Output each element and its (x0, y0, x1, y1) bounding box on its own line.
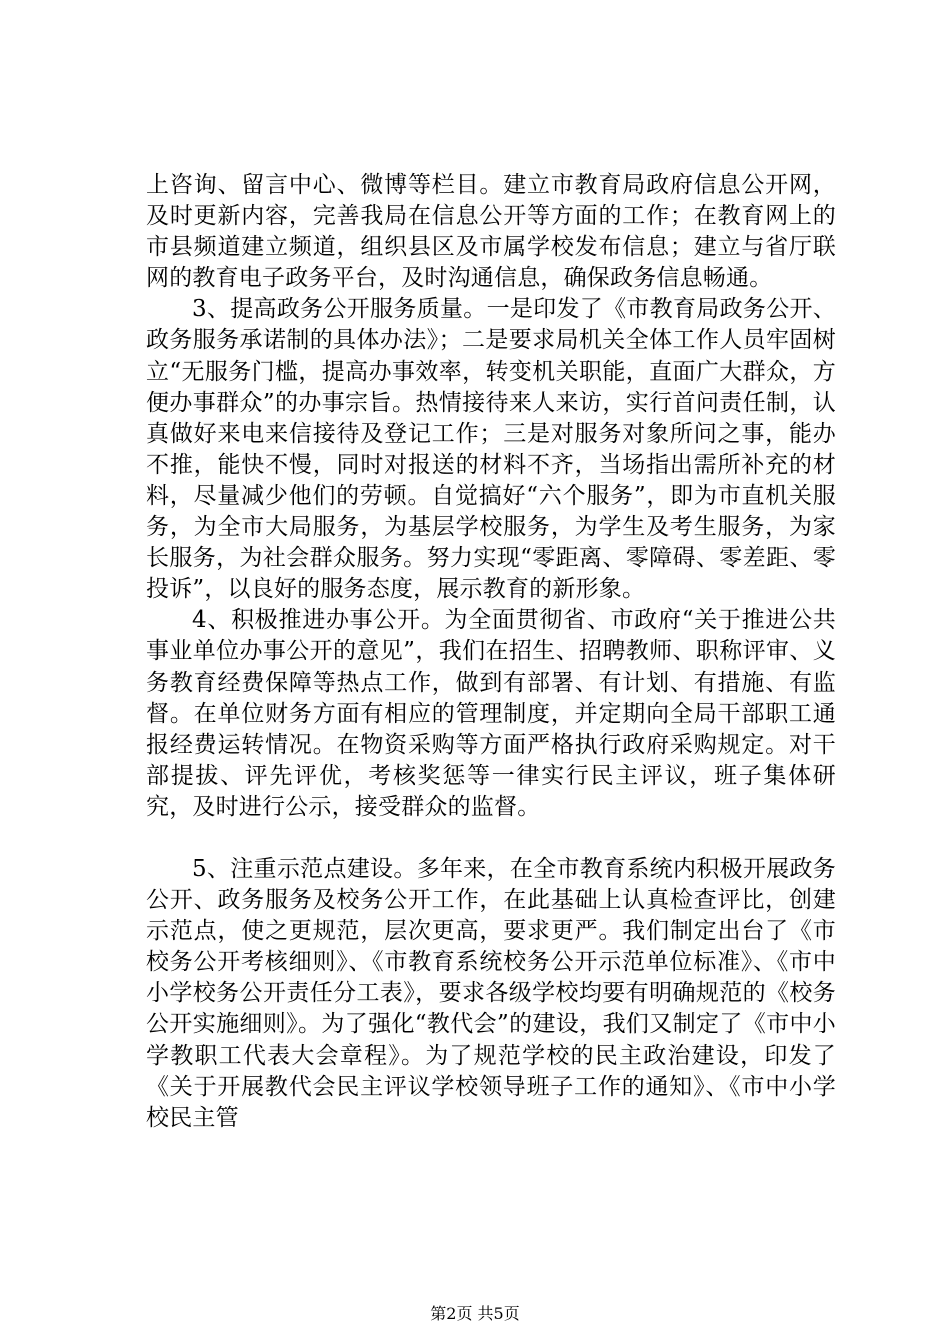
document-body (146, 170, 836, 1134)
paragraph-4-affairs-openness: 4、积极推进办事公开。为全面贯彻省、市政府“关于推进公共事业单位办事公开的意见”，我们在招生、招聘教师、职称评审、义务教育经费保障等热点工作，做到有部署、有计划、有措施、有监督。在单位财务方面有相应的管理制度，并定期向全局干部职工通报经费运转情况。在物资采购等方面严格执行政府采购规定。对干部提拔、评先评优，考核奖惩等一律实行民主评议，班子集体研究，及时进行公示，接受群众的监督。 (146, 607, 836, 820)
paragraph-spacer (146, 823, 836, 854)
page-footer: 第2页 共5页 (430, 1304, 520, 1323)
paragraph-5-demonstration-sites: 5、注重示范点建设。多年来，在全市教育系统内积极开展政务公开、政务服务及校务公开工作，在此基础上认真检查评比，创建示范点，使之更规范，层次更高，要求更严。我们制定出台了《市校务公开考核细则》、《市教育系统校务公开示范单位标准》、《市中小学校务公开责任分工表》，要求各级学校均要有明确规范的《校务公开实施细则》。为了强化“教代会”的建设，我们又制定了《市中小学教职工代表大会章程》。为了规范学校的民主政治建设，印发了《关于开展教代会民主评议学校领导班子工作的通知》、《市中小学校民主管 (146, 855, 836, 1131)
paragraph-3-service-quality: 3、提高政务公开服务质量。一是印发了《市教育局政务公开、政务服务承诺制的具体办法》；二是要求局机关全体工作人员牢固树立“无服务门槛，提高办事效率，转变机关职能，直面广大群众，方便办事群众”的办事宗旨。热情接待来人来访，实行首问责任制，认真做好来电来信接待及登记工作；三是对服务对象所问之事，能办不推，能快不慢，同时对报送的材料不齐，当场指出需所补充的材料，尽量减少他们的劳顿。自觉搞好“六个服务”，即为市直机关服务，为全市大局服务，为基层学校服务，为学生及考生服务，为家长服务，为社会群众服务。努力实现“零距离、零障碍、零差距、零投诉”，以良好的服务态度，展示教育的新形象。 (146, 296, 836, 603)
paragraph-continuation: 上咨询、留言中心、微博等栏目。建立市教育局政府信息公开网，及时更新内容，完善我局在信息公开等方面的工作；在教育网上的市县频道建立频道，组织县区及市属学校发布信息；建立与省厅联网的教育电子政务平台，及时沟通信息，确保政务信息畅通。 (146, 172, 836, 292)
